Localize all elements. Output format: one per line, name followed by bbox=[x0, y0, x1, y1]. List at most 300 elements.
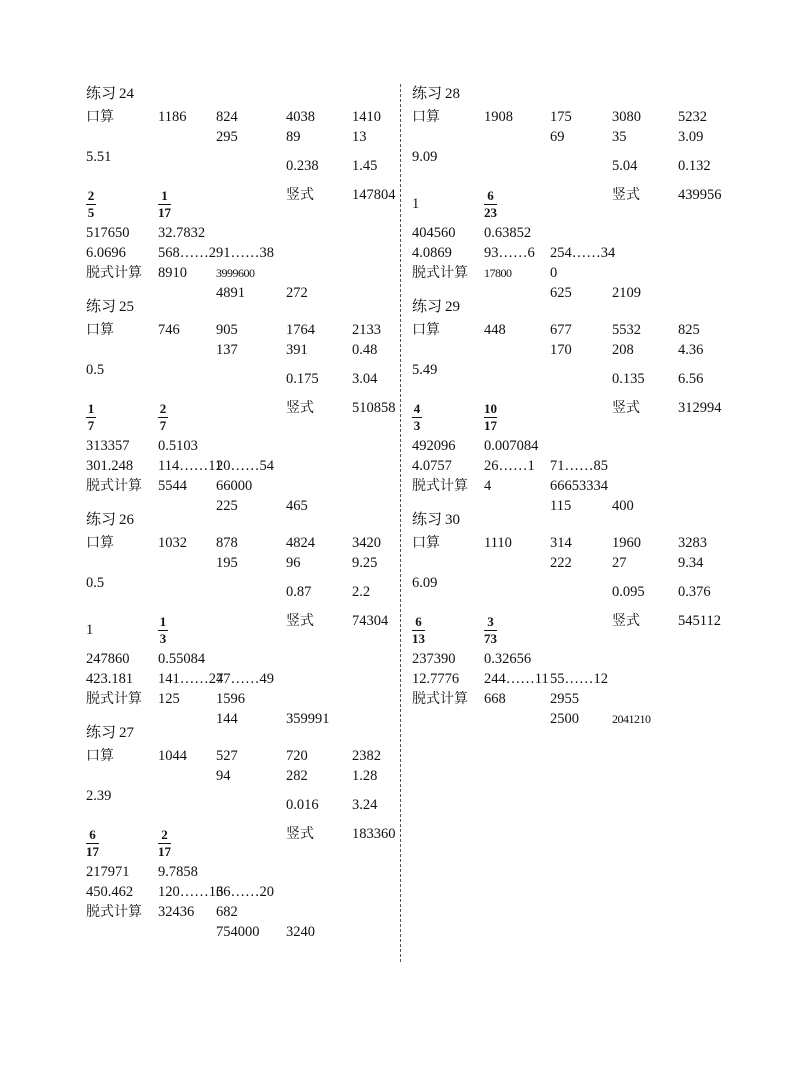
empty-cell bbox=[216, 223, 286, 243]
spacer-cell bbox=[158, 147, 216, 167]
spacer-cell bbox=[678, 456, 718, 476]
answer-value bbox=[412, 456, 484, 476]
row-label-vertical: 竖式 bbox=[286, 826, 314, 842]
answer-text: 282 bbox=[286, 768, 308, 784]
empty-cell bbox=[352, 689, 392, 709]
section-title-text: 练习 bbox=[86, 84, 117, 102]
fraction-cell bbox=[158, 398, 216, 436]
answer-text: 2.2 bbox=[352, 584, 371, 600]
answer-grid bbox=[86, 320, 396, 536]
empty-cell bbox=[612, 243, 678, 263]
answer-text: 4.36 bbox=[678, 342, 704, 358]
answer-text: 91……38 bbox=[216, 245, 274, 261]
answer-text: 2.39 bbox=[86, 788, 112, 804]
answer-value bbox=[678, 185, 722, 205]
fraction bbox=[158, 189, 171, 220]
answer-value bbox=[158, 476, 216, 496]
answer-text: 32436 bbox=[158, 904, 195, 920]
answer-text: 3999600 bbox=[216, 266, 255, 280]
answer-value bbox=[158, 320, 216, 340]
answer-text: 400 bbox=[612, 498, 634, 514]
answer-text: 0.87 bbox=[286, 584, 312, 600]
answer-value bbox=[352, 611, 392, 631]
spacer-cell bbox=[412, 553, 484, 573]
answer-value bbox=[86, 360, 158, 380]
answer-value bbox=[412, 360, 484, 380]
answer-text: 0.63852 bbox=[484, 225, 532, 241]
fraction-numerator: 2 bbox=[159, 400, 167, 416]
spacer-cell bbox=[412, 709, 484, 729]
answer-value bbox=[678, 127, 718, 147]
fraction-denominator: 3 bbox=[159, 630, 167, 646]
section-title-text: 练习 bbox=[86, 510, 117, 528]
fraction-denominator: 73 bbox=[484, 630, 497, 646]
row-label-empty bbox=[484, 709, 550, 729]
answer-text: 222 bbox=[550, 555, 572, 571]
answer-text: 114……11 bbox=[158, 458, 223, 474]
row-label-mental: 口算 bbox=[86, 535, 114, 551]
answer-value bbox=[550, 476, 612, 496]
row-label-empty bbox=[352, 223, 392, 243]
answer-text: 17800 bbox=[484, 266, 512, 280]
answer-text: 66653334 bbox=[550, 478, 608, 494]
answer-value bbox=[612, 553, 678, 573]
spacer-cell bbox=[158, 942, 216, 962]
row-label-empty bbox=[678, 223, 718, 243]
answer-value bbox=[550, 107, 612, 127]
answer-value bbox=[612, 320, 678, 340]
fraction-cell bbox=[86, 398, 158, 436]
row-label-vertical: 竖式 bbox=[612, 613, 640, 629]
row-label-empty bbox=[484, 127, 550, 147]
answer-value bbox=[286, 147, 352, 185]
answer-text: 2041210 bbox=[612, 712, 651, 726]
fraction-cell bbox=[484, 398, 550, 436]
answer-text: 313357 bbox=[86, 438, 130, 454]
answer-value bbox=[550, 456, 612, 476]
row-label-step: 脱式计算 bbox=[86, 904, 142, 920]
answer-value bbox=[86, 456, 158, 476]
fraction-denominator: 17 bbox=[484, 417, 497, 433]
answer-text: 824 bbox=[216, 109, 238, 125]
answer-value bbox=[484, 263, 550, 283]
row-label-mental: 口算 bbox=[412, 322, 440, 338]
answer-text: 208 bbox=[612, 342, 634, 358]
fraction-denominator: 3 bbox=[413, 417, 421, 433]
empty-cell bbox=[286, 669, 352, 689]
answer-value bbox=[86, 669, 158, 689]
spacer-cell bbox=[412, 340, 484, 360]
answer-text: 147804 bbox=[352, 187, 396, 203]
row-label-empty bbox=[216, 147, 286, 185]
answer-text: 677 bbox=[550, 322, 572, 338]
answer-value bbox=[352, 824, 396, 844]
answer-text: 3.24 bbox=[352, 797, 378, 813]
answer-value bbox=[484, 533, 550, 553]
answer-value bbox=[550, 533, 612, 553]
answer-text: 5.51 bbox=[86, 149, 112, 165]
section-title bbox=[412, 80, 722, 107]
answer-value bbox=[216, 902, 286, 922]
fraction-numerator: 6 bbox=[415, 613, 422, 629]
answer-grid bbox=[86, 746, 396, 962]
answer-text: 439956 bbox=[678, 187, 722, 203]
answer-text: 66……20 bbox=[216, 884, 274, 900]
row-label-step: 脱式计算 bbox=[86, 478, 142, 494]
answer-text: 1596 bbox=[216, 691, 245, 707]
empty-cell bbox=[550, 223, 612, 243]
answer-value bbox=[216, 746, 286, 766]
empty-cell bbox=[678, 476, 718, 496]
answer-value bbox=[484, 669, 550, 689]
spacer-cell bbox=[158, 573, 216, 593]
answer-value bbox=[158, 223, 216, 243]
answer-value bbox=[286, 786, 352, 824]
spacer-cell bbox=[286, 649, 352, 669]
row-label-empty bbox=[352, 649, 392, 669]
answer-value bbox=[158, 263, 216, 283]
answer-value bbox=[612, 340, 678, 360]
fraction-cell bbox=[158, 611, 216, 649]
fraction-denominator: 7 bbox=[159, 417, 167, 433]
answer-text: 1110 bbox=[484, 535, 512, 551]
row-label-empty bbox=[352, 436, 392, 456]
answer-value bbox=[158, 746, 216, 766]
spacer-cell bbox=[86, 766, 158, 786]
row-label-empty bbox=[158, 340, 216, 360]
practice-section bbox=[86, 293, 396, 514]
answer-value bbox=[484, 456, 550, 476]
empty-cell bbox=[86, 942, 158, 962]
answer-text: 0.175 bbox=[286, 371, 319, 387]
practice-section bbox=[86, 506, 392, 727]
answer-value bbox=[678, 360, 718, 398]
answer-text: 1.45 bbox=[352, 158, 378, 174]
answer-value bbox=[286, 107, 352, 127]
answer-value bbox=[550, 243, 616, 263]
answer-value bbox=[412, 669, 484, 689]
answer-grid bbox=[86, 107, 396, 323]
row-label-mental: 口算 bbox=[86, 748, 114, 764]
empty-cell bbox=[678, 689, 718, 709]
answer-text: 1 bbox=[412, 196, 420, 212]
empty-cell bbox=[216, 436, 286, 456]
answer-text: 314 bbox=[550, 535, 572, 551]
answer-value bbox=[612, 127, 678, 147]
section-title-text: 练习 bbox=[86, 723, 117, 741]
answer-text: 312994 bbox=[678, 400, 722, 416]
answer-text: 9.25 bbox=[352, 555, 378, 571]
answer-text: 0.32656 bbox=[484, 651, 532, 667]
answer-text: 0 bbox=[550, 265, 558, 281]
answer-text: 0.376 bbox=[678, 584, 711, 600]
answer-text: 3283 bbox=[678, 535, 707, 551]
fraction-denominator: 7 bbox=[87, 417, 95, 433]
answer-text: 545112 bbox=[678, 613, 721, 629]
spacer-cell bbox=[550, 398, 612, 418]
fraction-cell bbox=[412, 398, 484, 436]
answer-value bbox=[86, 649, 158, 669]
answer-text: 4038 bbox=[286, 109, 315, 125]
fraction-numerator: 2 bbox=[87, 187, 95, 203]
section-title-text: 练习 bbox=[412, 84, 443, 102]
fraction bbox=[86, 828, 99, 859]
row-label-vertical: 竖式 bbox=[286, 613, 314, 629]
fraction-denominator: 17 bbox=[158, 843, 171, 859]
row-label-vertical: 竖式 bbox=[612, 187, 640, 203]
row-label-empty bbox=[352, 862, 392, 882]
answer-text: 2109 bbox=[612, 285, 641, 301]
answer-text: 359991 bbox=[286, 711, 330, 727]
spacer-cell bbox=[412, 127, 484, 147]
row-label-empty bbox=[484, 553, 550, 573]
answer-value bbox=[216, 922, 286, 942]
answer-text: 89 bbox=[286, 129, 301, 145]
spacer-cell bbox=[612, 649, 678, 669]
answer-value bbox=[86, 882, 158, 902]
answer-value bbox=[216, 669, 286, 689]
row-label-empty bbox=[550, 573, 612, 611]
answer-text: 2500 bbox=[550, 711, 579, 727]
section-title bbox=[86, 293, 392, 320]
answer-value bbox=[484, 649, 550, 669]
answer-text: 3.04 bbox=[352, 371, 378, 387]
spacer-cell bbox=[286, 223, 352, 243]
answer-value bbox=[158, 689, 216, 709]
spacer-cell bbox=[612, 223, 678, 243]
fraction bbox=[484, 189, 497, 220]
fraction-numerator: 10 bbox=[484, 400, 497, 416]
empty-cell bbox=[216, 862, 286, 882]
answer-text: 4824 bbox=[286, 535, 315, 551]
section-number: 27 bbox=[119, 725, 135, 741]
answer-text: 682 bbox=[216, 904, 238, 920]
answer-text: 20……54 bbox=[216, 458, 274, 474]
answer-text: 0.5 bbox=[86, 575, 105, 591]
answer-text: 2382 bbox=[352, 748, 381, 764]
answer-text: 4.0869 bbox=[412, 245, 452, 261]
row-label-empty bbox=[550, 147, 612, 185]
row-label-empty bbox=[158, 553, 216, 573]
answer-grid bbox=[412, 320, 722, 536]
answer-text: 404560 bbox=[412, 225, 456, 241]
answer-text: 8910 bbox=[158, 265, 187, 281]
answer-text: 720 bbox=[286, 748, 308, 764]
answer-value bbox=[158, 456, 223, 476]
answer-text: 825 bbox=[678, 322, 700, 338]
spacer-cell bbox=[158, 360, 216, 380]
answer-value bbox=[86, 611, 158, 649]
empty-cell bbox=[286, 689, 352, 709]
section-title bbox=[412, 506, 722, 533]
empty-cell bbox=[286, 263, 352, 283]
answer-value bbox=[216, 320, 286, 340]
answer-text: 0.48 bbox=[352, 342, 378, 358]
section-number: 24 bbox=[119, 86, 135, 102]
section-title bbox=[86, 719, 392, 746]
answer-text: 13 bbox=[352, 129, 367, 145]
answer-value bbox=[550, 263, 612, 283]
answer-text: 93……6 bbox=[484, 245, 535, 261]
practice-section bbox=[412, 506, 722, 727]
empty-cell bbox=[286, 902, 352, 922]
spacer-cell bbox=[286, 436, 352, 456]
fraction-numerator: 6 bbox=[487, 187, 494, 203]
section-title bbox=[86, 506, 392, 533]
answer-text: 175 bbox=[550, 109, 572, 125]
practice-section bbox=[412, 80, 722, 301]
answer-value bbox=[412, 573, 484, 593]
empty-cell bbox=[286, 456, 352, 476]
spacer-cell bbox=[352, 669, 392, 689]
row-label-empty bbox=[158, 922, 216, 942]
answer-text: 1764 bbox=[286, 322, 315, 338]
answer-text: 141……24 bbox=[158, 671, 224, 687]
answer-text: 1.28 bbox=[352, 768, 378, 784]
spacer-cell bbox=[86, 340, 158, 360]
answer-value bbox=[216, 689, 286, 709]
answer-value bbox=[158, 649, 216, 669]
answer-text: 423.181 bbox=[86, 671, 134, 687]
answer-text: 0.132 bbox=[678, 158, 711, 174]
fraction bbox=[158, 828, 171, 859]
row-label-step: 脱式计算 bbox=[86, 691, 142, 707]
spacer-cell bbox=[484, 360, 550, 380]
answer-value bbox=[352, 766, 392, 786]
answer-value bbox=[216, 340, 286, 360]
answer-value bbox=[612, 360, 678, 398]
fraction-numerator: 6 bbox=[89, 826, 96, 842]
answer-text: 1908 bbox=[484, 109, 513, 125]
empty-cell bbox=[678, 263, 718, 283]
answer-text: 1044 bbox=[158, 748, 187, 764]
empty-cell bbox=[550, 436, 612, 456]
answer-text: 272 bbox=[286, 285, 308, 301]
spacer-cell bbox=[612, 436, 678, 456]
answer-text: 0.238 bbox=[286, 158, 319, 174]
row-label-step: 脱式计算 bbox=[86, 265, 142, 281]
answer-grid bbox=[412, 107, 722, 323]
section-number: 30 bbox=[445, 512, 461, 528]
answer-value bbox=[412, 147, 484, 167]
spacer-cell bbox=[216, 824, 286, 844]
section-title bbox=[412, 293, 722, 320]
answer-text: 5532 bbox=[612, 322, 641, 338]
answer-text: 1 bbox=[86, 622, 94, 638]
answer-value bbox=[678, 573, 718, 611]
answer-value bbox=[612, 147, 678, 185]
section-title-text: 练习 bbox=[412, 510, 443, 528]
answer-value bbox=[216, 766, 286, 786]
fraction-numerator: 4 bbox=[413, 400, 421, 416]
empty-cell bbox=[352, 476, 392, 496]
answer-value bbox=[158, 107, 216, 127]
answer-value bbox=[286, 573, 352, 611]
fraction-cell bbox=[484, 611, 550, 649]
row-label-vertical: 竖式 bbox=[612, 400, 640, 416]
spacer-cell bbox=[216, 185, 286, 205]
answer-text: 1032 bbox=[158, 535, 187, 551]
row-label-vertical: 竖式 bbox=[286, 400, 314, 416]
answer-text: 0.016 bbox=[286, 797, 319, 813]
row-label-empty bbox=[484, 340, 550, 360]
spacer-cell bbox=[86, 127, 158, 147]
row-label-empty bbox=[550, 360, 612, 398]
practice-section bbox=[412, 293, 722, 514]
answer-value bbox=[550, 709, 612, 729]
answer-value bbox=[158, 902, 216, 922]
answer-value bbox=[86, 786, 158, 806]
answer-value bbox=[286, 533, 352, 553]
empty-cell bbox=[286, 882, 352, 902]
answer-text: 0.5103 bbox=[158, 438, 198, 454]
practice-section bbox=[86, 80, 396, 301]
answer-text: 12.7776 bbox=[412, 671, 460, 687]
answer-value bbox=[678, 398, 722, 418]
answer-text: 517650 bbox=[86, 225, 130, 241]
answer-text: 6.56 bbox=[678, 371, 704, 387]
fraction-denominator: 17 bbox=[158, 204, 171, 220]
answer-text: 137 bbox=[216, 342, 238, 358]
answer-value bbox=[352, 573, 392, 611]
answer-text: 6.0696 bbox=[86, 245, 126, 261]
answer-value bbox=[412, 223, 484, 243]
row-label-mental: 口算 bbox=[412, 535, 440, 551]
answer-text: 5.04 bbox=[612, 158, 638, 174]
answer-text: 391 bbox=[286, 342, 308, 358]
answer-value bbox=[550, 340, 612, 360]
section-number: 26 bbox=[119, 512, 135, 528]
answer-text: 27 bbox=[612, 555, 627, 571]
answer-value bbox=[158, 669, 224, 689]
spacer-cell bbox=[86, 922, 158, 942]
empty-cell bbox=[412, 729, 484, 749]
answer-text: 5232 bbox=[678, 109, 707, 125]
answer-text: 195 bbox=[216, 555, 238, 571]
answer-value bbox=[550, 689, 612, 709]
answer-text: 0.007084 bbox=[484, 438, 539, 454]
answer-text: 32.7832 bbox=[158, 225, 206, 241]
section-number: 28 bbox=[445, 86, 461, 102]
answer-value bbox=[352, 746, 392, 766]
answer-text: 96 bbox=[286, 555, 301, 571]
answer-value bbox=[412, 649, 484, 669]
answer-value bbox=[286, 127, 352, 147]
answer-text: 0.135 bbox=[612, 371, 645, 387]
answer-grid bbox=[412, 533, 722, 749]
practice-section bbox=[86, 719, 396, 940]
fraction-cell bbox=[158, 824, 216, 862]
answer-text: 254……34 bbox=[550, 245, 616, 261]
answer-text: 4 bbox=[484, 478, 492, 494]
answer-value bbox=[484, 476, 550, 496]
answer-text: 1410 bbox=[352, 109, 381, 125]
dashed-divider bbox=[400, 84, 401, 962]
spacer-cell bbox=[352, 882, 392, 902]
fraction bbox=[86, 189, 96, 220]
spacer-cell bbox=[86, 553, 158, 573]
answer-value bbox=[352, 147, 392, 185]
spacer-cell bbox=[484, 573, 550, 593]
answer-text: 120……13 bbox=[158, 884, 224, 900]
answer-text: 878 bbox=[216, 535, 238, 551]
answer-text: 492096 bbox=[412, 438, 456, 454]
answer-text: 3.09 bbox=[678, 129, 704, 145]
answer-value bbox=[678, 320, 718, 340]
answer-text: 183360 bbox=[352, 826, 396, 842]
empty-cell bbox=[612, 669, 678, 689]
answer-value bbox=[612, 533, 678, 553]
